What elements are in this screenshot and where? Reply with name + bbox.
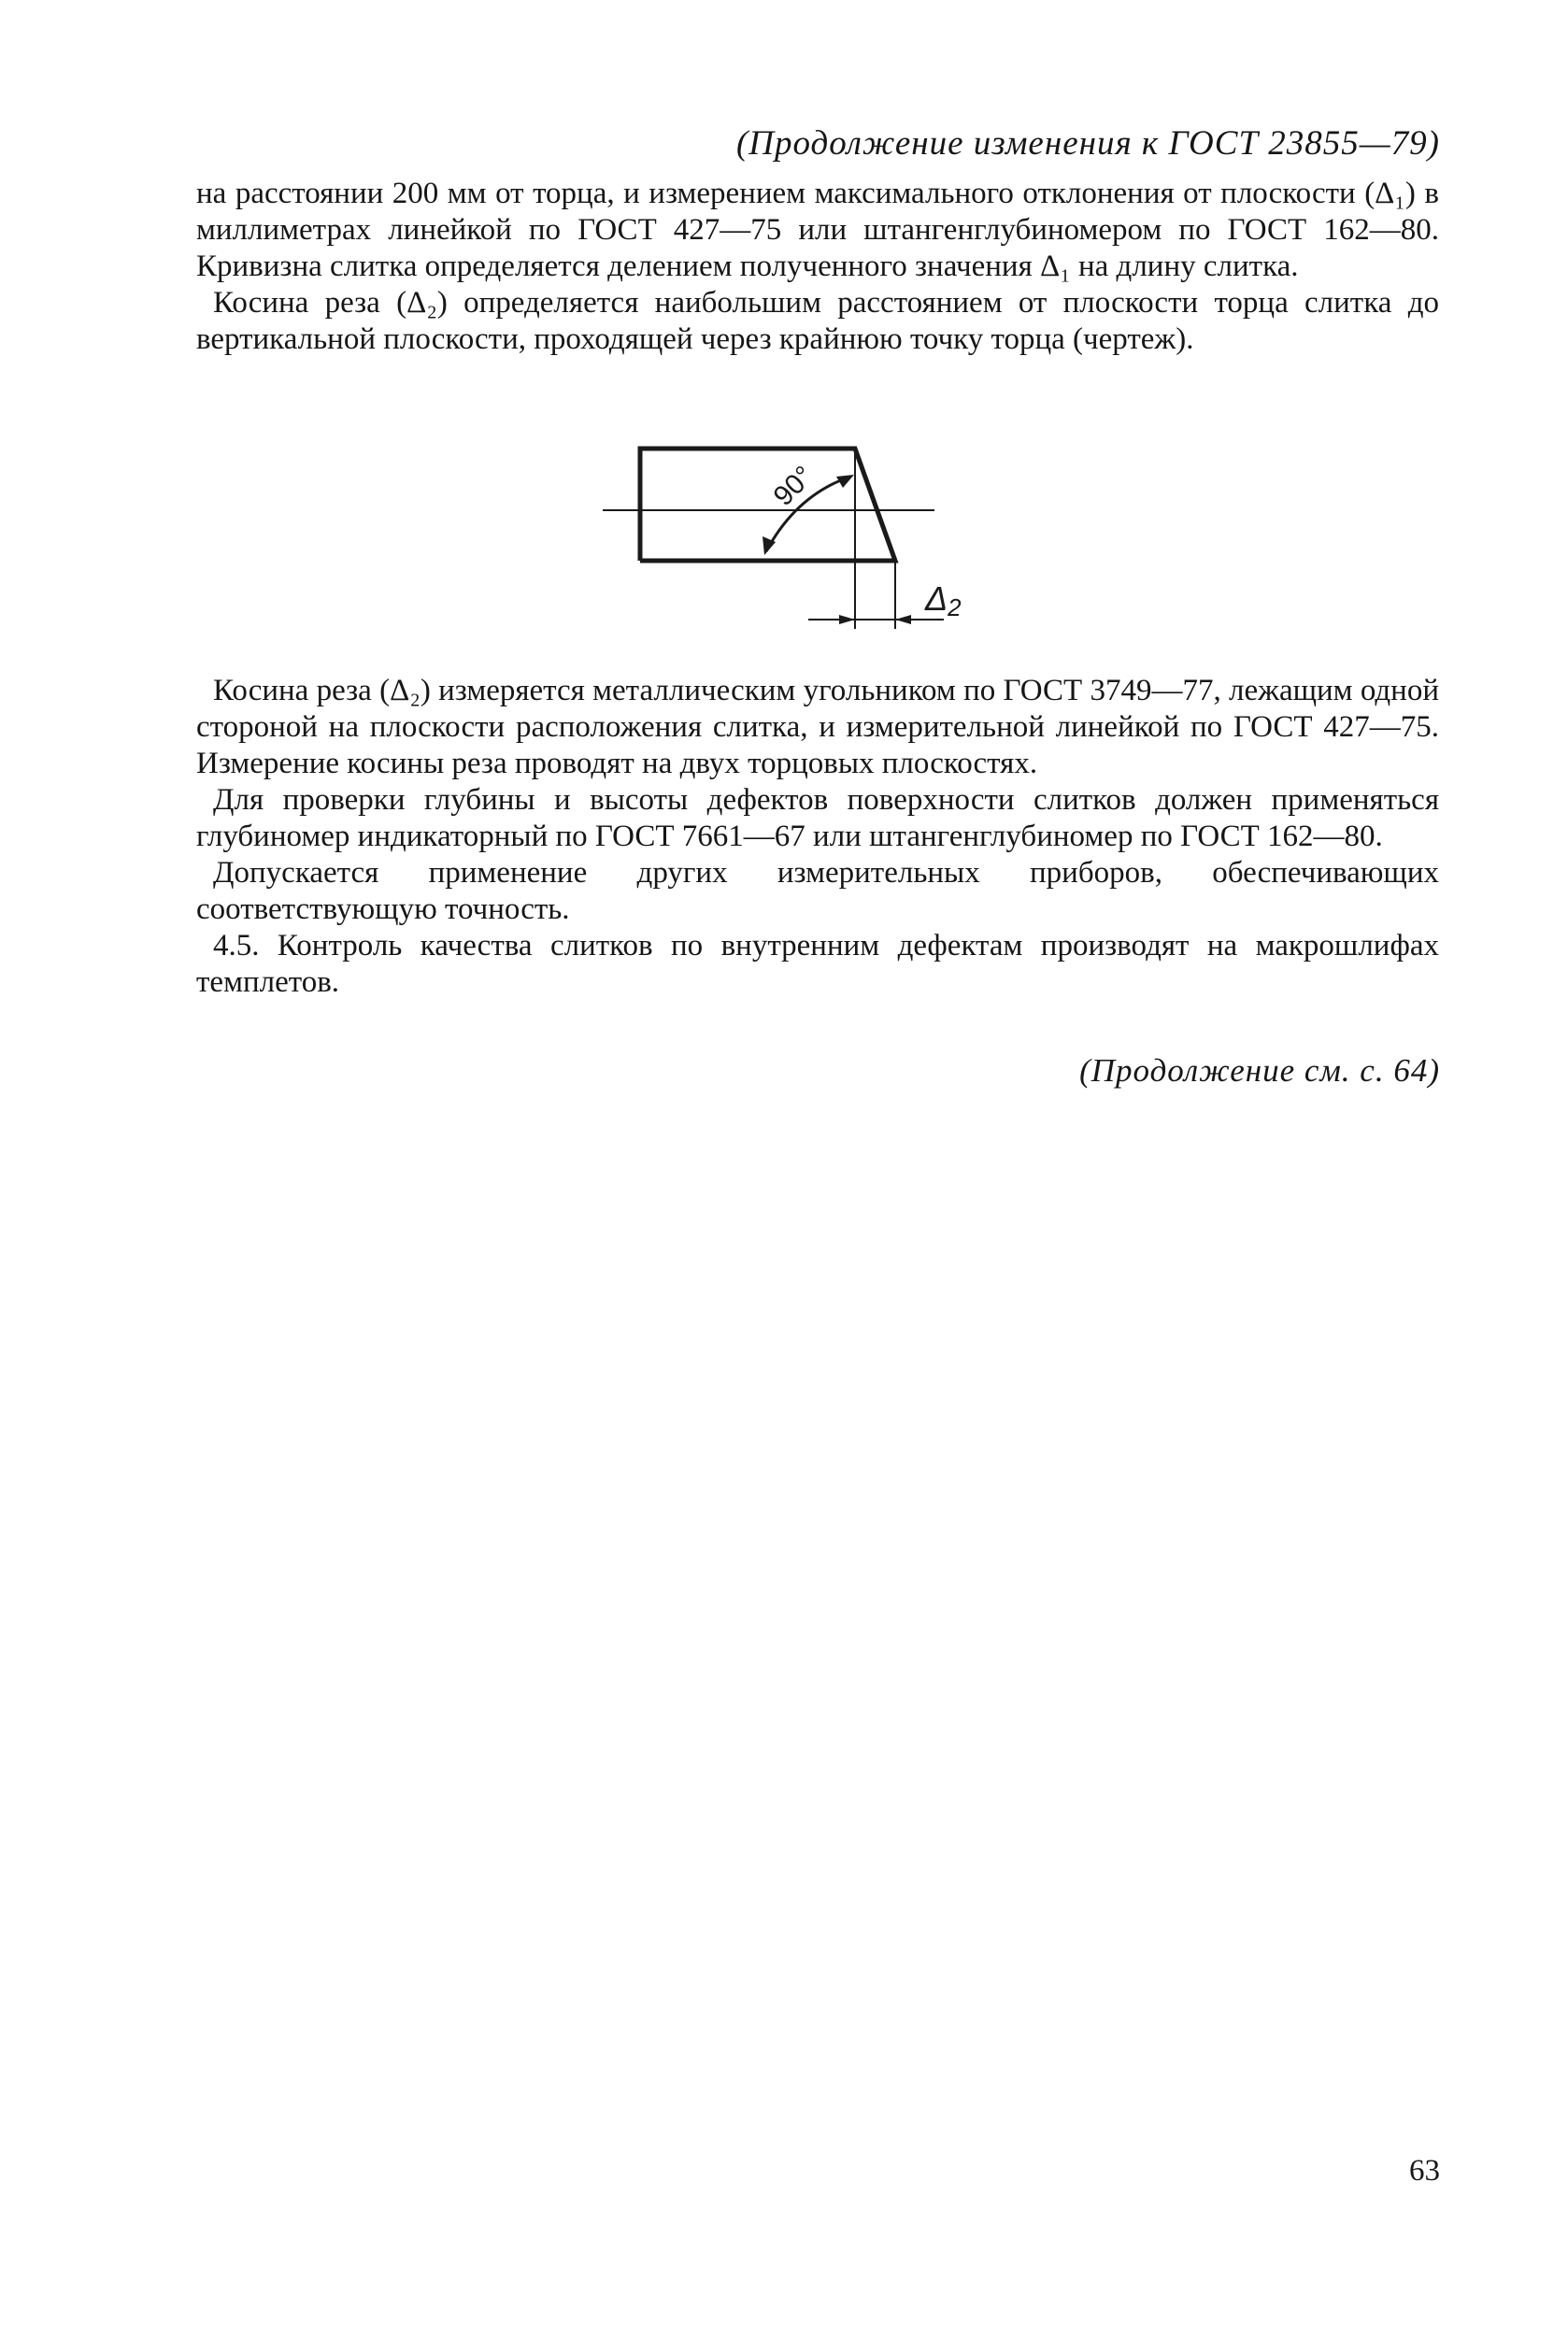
paragraph-curvature: на расстоянии 200 мм от торца, и измерением максимального отклонения от плоскости (Δ₁) в миллиметрах линейкой по ГОСТ 427—75 или штангенглубиномером по ГОСТ 162—80. Кривизна слитка определяется делением полученного значения Δ₁ на длину слитка. [196, 177, 1439, 283]
text-block-bottom [196, 673, 1439, 1001]
dimension-label [924, 579, 962, 621]
paragraph-defect-depth: Для проверки глубины и высоты дефектов поверхности слитков должен применяться глубиномер индикаторный по ГОСТ 7661—67 или штангенглубиномер по ГОСТ 162—80. [196, 783, 1439, 853]
paragraph-cut-skew-measurement: Косина реза (Δ₂) измеряется металлическим угольником по ГОСТ 3749—77, лежащим одной стороной на плоскости расположения слитка, и измерительной линейкой по ГОСТ 427—75. Измерение косины реза проводят на двух торцовых плоскостях. [196, 674, 1439, 780]
paragraph-cut-skew-definition: Косина реза (Δ₂) определяется наибольшим расстоянием от плоскости торца слитка до вертикальной плоскости, проходящей через крайнюю точку торца (чертеж). [196, 286, 1439, 356]
continuation-footer: (Продолжение см. с. 64) [1079, 1052, 1440, 1089]
paragraph-other-instruments: Допускается применение других измерительных приборов, обеспечивающих соответствующую точность. [196, 856, 1439, 926]
cut-skew-drawing [598, 437, 991, 652]
dimension-label-symbol: Δ [925, 579, 948, 618]
page-number: 63 [1409, 2154, 1440, 2188]
dimension-arrow-left [839, 615, 855, 624]
text-block-top [196, 176, 1439, 358]
dimension-arrow-right [895, 615, 911, 624]
continuation-header: (Продолжение изменения к ГОСТ 23855—79) [735, 124, 1440, 163]
paragraph-section-4-5: 4.5. Контроль качества слитков по внутренним дефектам производят на макрошлифах темплетов. [196, 929, 1439, 999]
dimension-label-subscript: 2 [948, 593, 962, 621]
angle-label: 90° [767, 460, 820, 512]
